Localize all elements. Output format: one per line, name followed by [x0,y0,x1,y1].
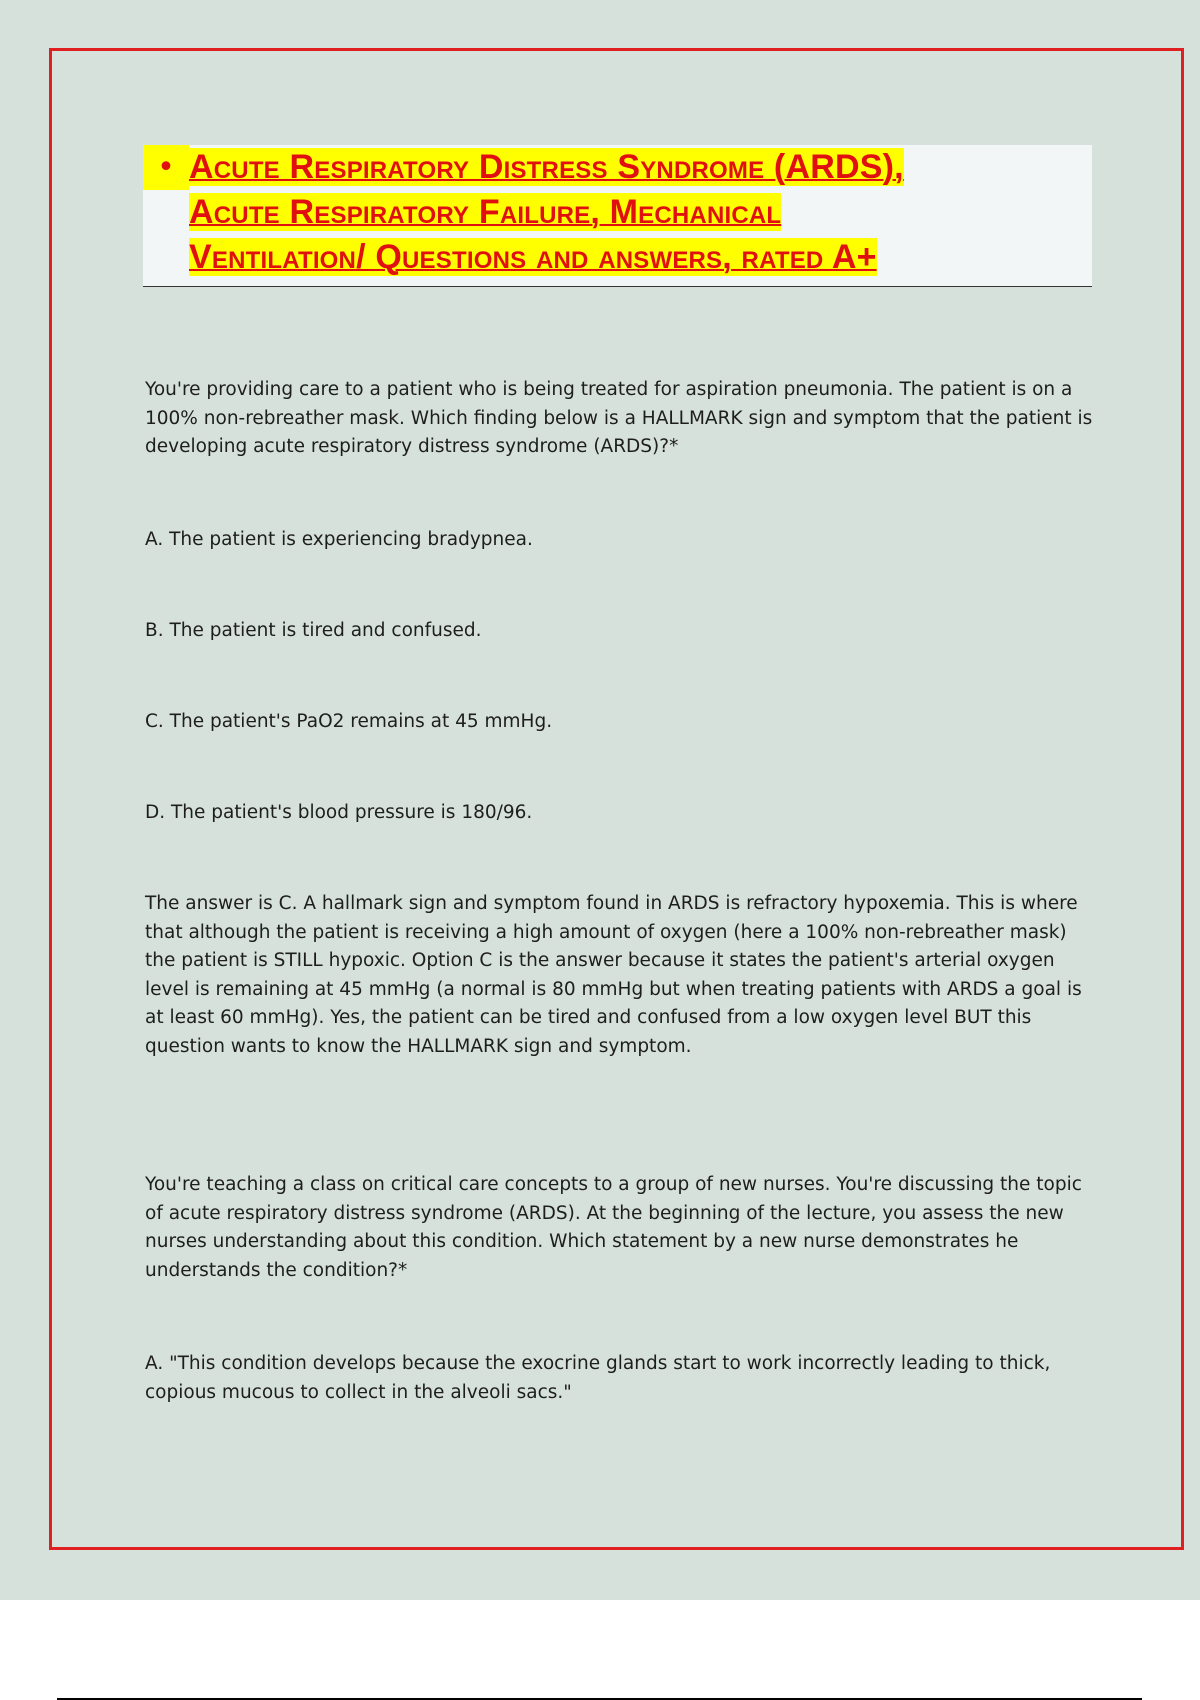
document-title [143,145,1092,287]
title-line-3: Ventilation/ Questions and answers, rated A+ [189,238,877,276]
question-1-answer: The answer is C. A hallmark sign and symptom found in ARDS is refractory hypoxemia. This is where that although the patient is receiving a high amount of oxygen (here a 100% non-rebreather mask) the patient is STILL hypoxic. Option C is the answer because it states the patient's arterial oxygen level is remaining at 45 mmHg (a normal is 80 mmHg but when treating patients with ARDS a goal is at least 60 mmHg). Yes, the patient can be tired and confused from a low oxygen level BUT this question wants to know the HALLMARK sign and symptom. [145,893,1082,1057]
question-1-option-b: B. The patient is tired and confused. [145,620,482,641]
question-2-option-a: A. "This condition develops because the exocrine glands start to work incorrectly leading to thick, copious mucous to collect in the alveoli sacs." [145,1353,1051,1403]
question-1-option-d: D. The patient's blood pressure is 180/96. [145,802,533,823]
bullet-icon: • [143,145,189,190]
question-2-stem: You're teaching a class on critical care concepts to a group of new nurses. You're discussing the topic of acute respiratory distress syndrome (ARDS). At the beginning of the lecture, you assess the new nurses understanding about this condition. Which statement by a new nurse demonstrates he understands the condition?* [145,1174,1082,1281]
title-line-1: Acute Respiratory Distress Syndrome (ARDS), [189,148,904,186]
question-1-option-a: A. The patient is experiencing bradypnea. [145,529,533,550]
question-1-option-c: C. The patient's PaO2 remains at 45 mmHg. [145,711,553,732]
question-1-stem: You're providing care to a patient who is being treated for aspiration pneumonia. The patient is on a 100% non-rebreather mask. Which finding below is a HALLMARK sign and symptom that the patient is developing acute respiratory distress syndrome (ARDS)?* [145,379,1093,457]
title-line-2: Acute Respiratory Failure, Mechanical [189,193,782,231]
